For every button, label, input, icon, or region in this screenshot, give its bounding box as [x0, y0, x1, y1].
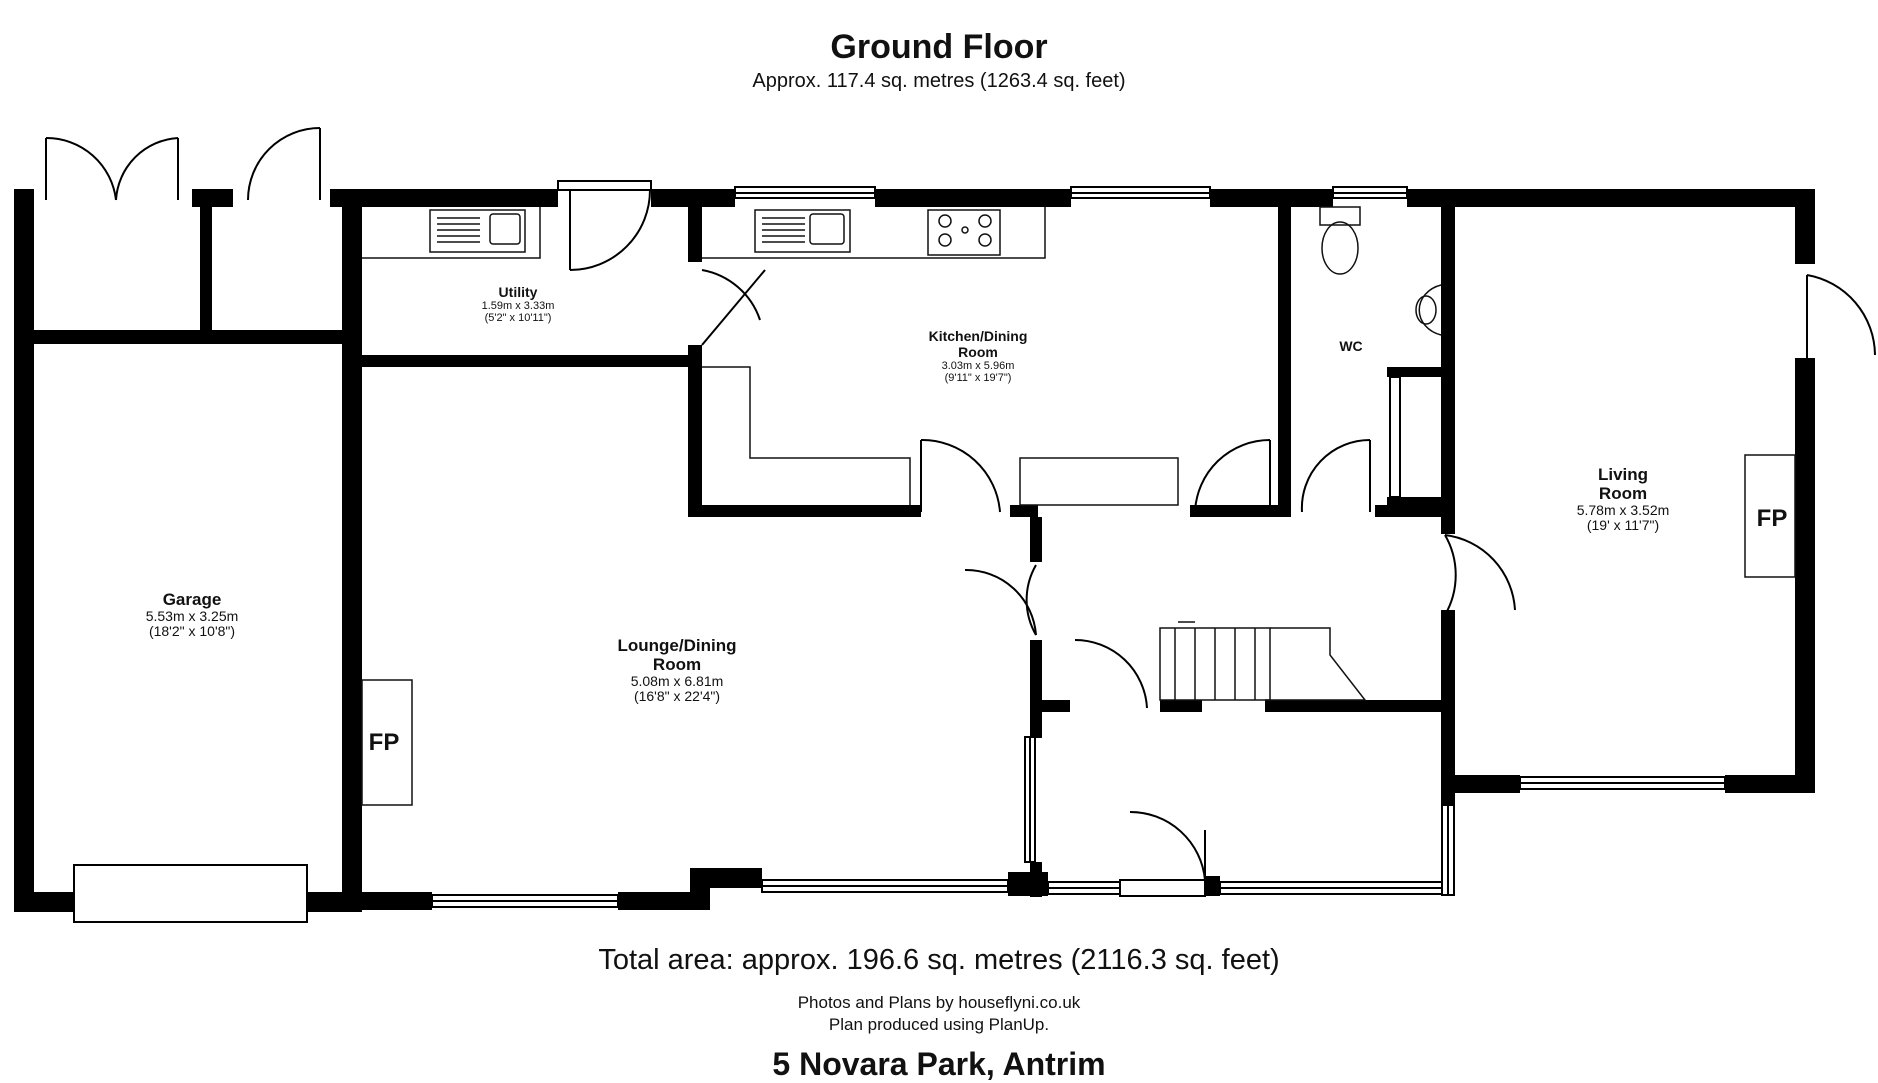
- room-name-line1: Kitchen/Dining: [928, 328, 1028, 344]
- room-label-lounge: [618, 636, 737, 704]
- walls: [14, 189, 1815, 912]
- living-fireplace-label: FP: [1756, 505, 1788, 532]
- credit-photos: Photos and Plans by houseflyni.co.uk: [797, 993, 1081, 1012]
- garage-door: [74, 865, 307, 922]
- total-area: Total area: approx. 196.6 sq. metres (2116.3 sq. feet): [598, 944, 1280, 976]
- room-label-garage: [146, 590, 239, 639]
- room-dim-imperial: (5'2" x 10'11"): [484, 312, 552, 324]
- room-label-utility: [482, 284, 555, 324]
- room-dim-metric: 5.53m x 3.25m: [145, 608, 239, 624]
- room-name-line1: Living: [1597, 465, 1649, 484]
- room-name-line2: Room: [1598, 484, 1648, 503]
- room-name-line2: Room: [652, 655, 702, 674]
- room-name-line1: Lounge/Dining: [617, 636, 737, 655]
- room-dim-imperial: (19' x 11'7"): [1586, 517, 1660, 533]
- room-label-wc: WC: [1339, 338, 1363, 354]
- floor-area: Approx. 117.4 sq. metres (1263.4 sq. feet): [752, 70, 1126, 92]
- room-dim-metric: 5.78m x 3.52m: [1576, 502, 1670, 518]
- credit-planup: Plan produced using PlanUp.: [828, 1015, 1050, 1034]
- room-dim-metric: 3.03m x 5.96m: [941, 360, 1015, 372]
- room-dim-metric: 1.59m x 3.33m: [481, 300, 555, 312]
- room-dim-imperial: (18'2" x 10'8"): [148, 623, 236, 639]
- plan-title: Ground Floor: [830, 28, 1048, 66]
- room-dim-metric: 5.08m x 6.81m: [630, 673, 724, 689]
- property-address: 5 Novara Park, Antrim: [772, 1046, 1106, 1082]
- room-dim-imperial: (16'8" x 22'4"): [633, 688, 721, 704]
- room-name: Garage: [162, 590, 222, 609]
- room-dim-imperial: (9'11" x 19'7"): [944, 372, 1012, 384]
- room-label-living: [1577, 465, 1670, 533]
- lounge-fireplace-label: FP: [368, 729, 400, 756]
- room-name: Utility: [498, 284, 538, 300]
- room-label-kitchen: [929, 328, 1028, 384]
- windows: [74, 187, 1725, 922]
- room-name-line2: Room: [958, 344, 998, 360]
